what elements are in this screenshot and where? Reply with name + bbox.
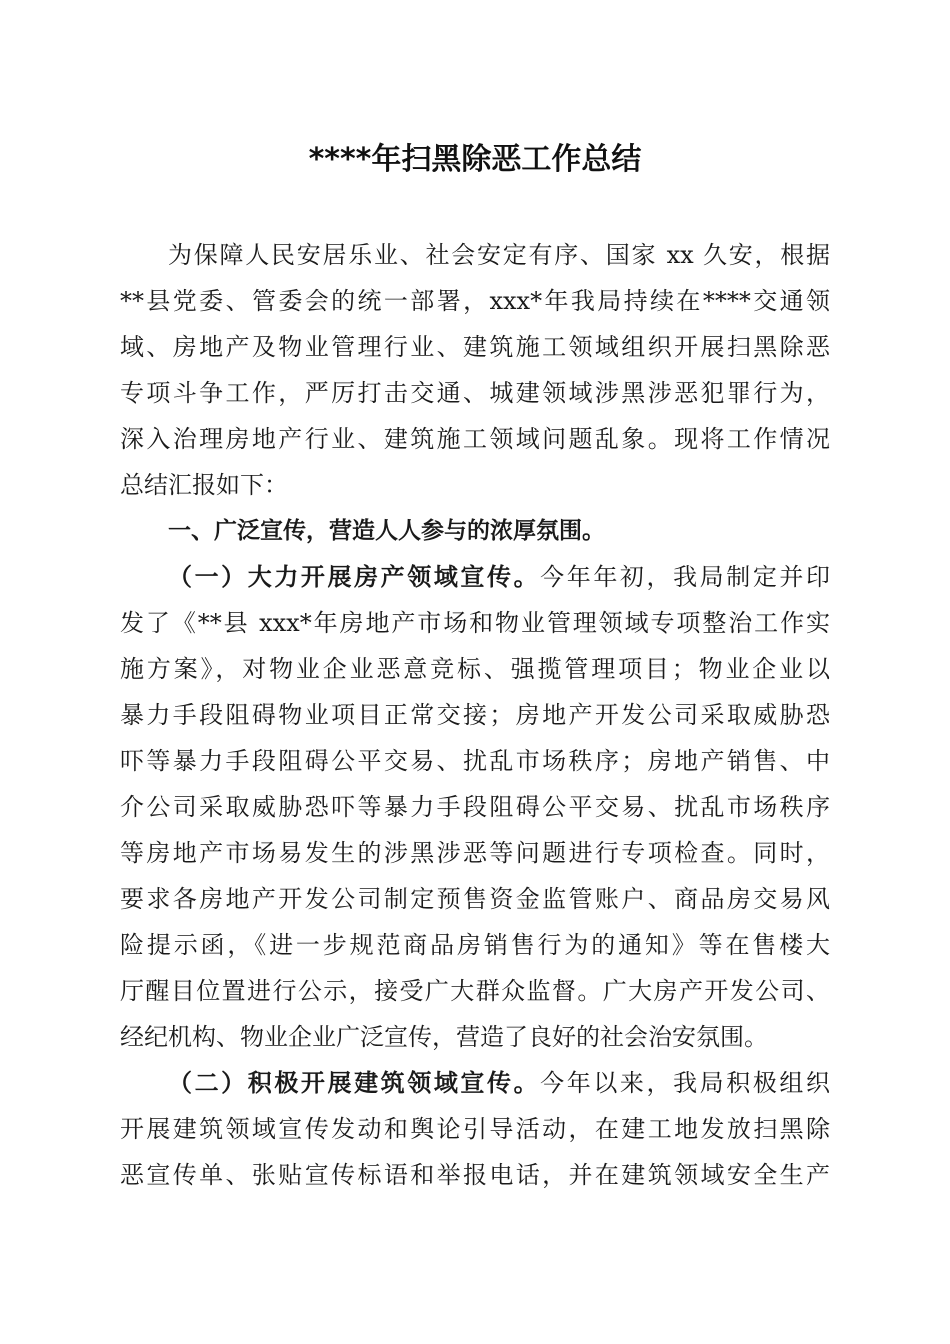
subsection-text: 今年年初，我局制定并印 — [540, 563, 831, 591]
paragraph-line: 介公司采取威胁恐吓等暴力手段阻碍公平交易、扰乱市场秩序 — [120, 793, 830, 821]
subsection-lead: （一）大力开展房产领域宣传。 — [168, 563, 541, 591]
paragraph-line: 发了《**县 xxx*年房地产市场和物业管理领域专项整治工作实 — [120, 609, 830, 637]
document-title: ****年扫黑除恶工作总结 — [308, 142, 642, 177]
subsection-first-line — [120, 1060, 830, 1106]
intro-line: 域、房地产及物业管理行业、建筑施工领域组织开展扫黑除恶 — [120, 333, 830, 361]
intro-line: 专项斗争工作，严厉打击交通、城建领域涉黑涉恶犯罪行为， — [120, 379, 830, 407]
paragraph-line: 开展建筑领域宣传发动和舆论引导活动，在建工地发放扫黑除 — [120, 1115, 830, 1143]
paragraph-line: 吓等暴力手段阻碍公平交易、扰乱市场秩序；房地产销售、中 — [120, 747, 830, 775]
subsection-text: 今年以来，我局积极组织 — [540, 1069, 831, 1097]
paragraph-line: 要求各房地产开发公司制定预售资金监管账户、商品房交易风 — [120, 885, 830, 913]
paragraph-line: 恶宣传单、张贴宣传标语和举报电话，并在建筑领域安全生产 — [120, 1161, 830, 1189]
paragraph-line: 险提示函，《进一步规范商品房销售行为的通知》等在售楼大 — [120, 931, 830, 959]
subsection-first-line — [120, 554, 830, 600]
paragraph-line: 施方案》，对物业企业恶意竞标、强揽管理项目；物业企业以 — [120, 655, 830, 683]
intro-line: 总结汇报如下： — [120, 471, 288, 499]
paragraph-line: 暴力手段阻碍物业项目正常交接；房地产开发公司采取威胁恐 — [120, 701, 830, 729]
section-heading: 一、广泛宣传，营造人人参与的浓厚氛围。 — [168, 518, 605, 544]
intro-line: 为保障人民安居乐业、社会安定有序、国家 xx 久安，根据 — [168, 241, 830, 269]
paragraph-line: 厅醒目位置进行公示，接受广大群众监督。广大房产开发公司、 — [120, 977, 830, 1005]
paragraph-line: 等房地产市场易发生的涉黑涉恶等问题进行专项检查。同时， — [120, 839, 830, 867]
intro-line: 深入治理房地产行业、建筑施工领域问题乱象。现将工作情况 — [120, 425, 830, 453]
intro-line: **县党委、管委会的统一部署，xxx*年我局持续在****交通领 — [120, 287, 830, 315]
document-body — [120, 232, 830, 1198]
subsection-lead: （二）积极开展建筑领域宣传。 — [168, 1069, 541, 1097]
paragraph-line: 经纪机构、物业企业广泛宣传，营造了良好的社会治安氛围。 — [120, 1023, 768, 1051]
